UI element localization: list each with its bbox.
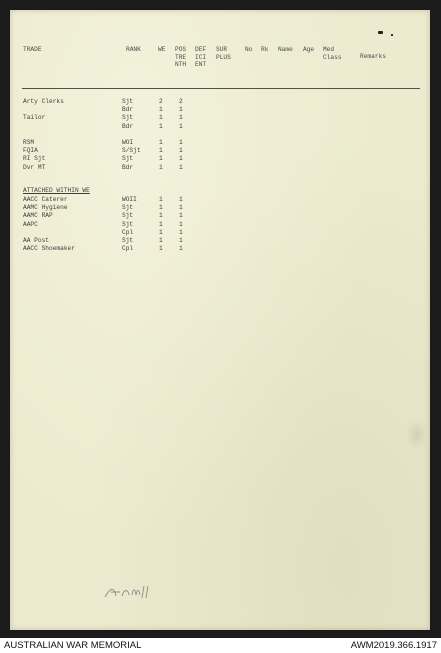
col-header-trade: TRADE	[23, 46, 42, 53]
trade-cell: AAPC	[23, 220, 38, 228]
rank-cell: Sjt	[122, 212, 134, 220]
trade-cell: Tailor	[23, 114, 46, 122]
we-cell: 1	[159, 114, 163, 122]
footer-institution: AUSTRALIAN WAR MEMORIAL	[4, 640, 142, 651]
posn-cell: 1	[179, 155, 183, 163]
rank-cell: Cpl	[122, 228, 134, 236]
we-cell: 1	[159, 196, 163, 203]
ink-dot	[391, 34, 393, 36]
posn-cell: 2	[179, 98, 183, 105]
table-row	[10, 221, 430, 229]
rank-cell: S/Sjt	[122, 147, 141, 155]
table-row	[10, 147, 430, 155]
posn-cell: 1	[179, 228, 183, 236]
rank-cell: Bdr	[122, 106, 134, 114]
trade-cell: FQIA	[23, 147, 38, 155]
we-cell: 1	[159, 220, 163, 228]
we-cell: 1	[159, 245, 163, 253]
footer-bar	[0, 638, 441, 653]
table-row	[10, 245, 430, 253]
we-cell: 1	[159, 147, 163, 155]
rank-cell: WOII	[122, 196, 137, 203]
rank-cell: Sjt	[122, 114, 134, 122]
table-row	[10, 196, 430, 204]
handwritten-signature	[102, 580, 162, 604]
trade-cell: AAMC Hygiene	[23, 204, 68, 212]
trade-cell: RI Sjt	[23, 155, 46, 163]
rank-cell: Bdr	[122, 122, 134, 130]
paper-stain	[406, 420, 428, 450]
col-header-def: DEF ICI ENT	[195, 46, 207, 68]
we-cell: 1	[159, 155, 163, 163]
table-row	[10, 98, 430, 106]
trade-cell: AACC Shoemaker	[23, 245, 75, 253]
rank-cell: Sjt	[122, 237, 134, 244]
col-header-remarks: Remarks	[360, 53, 386, 60]
rank-cell: WOI	[122, 139, 134, 146]
trade-cell: AA Post	[23, 237, 49, 244]
we-cell: 1	[159, 106, 163, 114]
posn-cell: 1	[179, 212, 183, 220]
table-row	[10, 229, 430, 237]
we-cell: 1	[159, 204, 163, 212]
we-cell: 1	[159, 228, 163, 236]
table-row	[10, 212, 430, 220]
posn-cell: 1	[179, 245, 183, 253]
we-cell: 2	[159, 98, 163, 105]
posn-cell: 1	[179, 163, 183, 171]
rank-cell: Sjt	[122, 204, 134, 212]
rank-cell: Sjt	[122, 98, 134, 105]
posn-cell: 1	[179, 139, 183, 146]
rank-cell: Sjt	[122, 220, 134, 228]
posn-cell: 1	[179, 147, 183, 155]
posn-cell: 1	[179, 204, 183, 212]
table-row	[10, 204, 430, 212]
posn-cell: 1	[179, 237, 183, 244]
col-header-pos: POS TRE NTH	[175, 46, 187, 68]
we-cell: 1	[159, 237, 163, 244]
col-header-no: No	[245, 46, 253, 53]
table-row	[10, 237, 430, 245]
col-header-name: Name	[278, 46, 293, 53]
rank-cell: Cpl	[122, 245, 134, 253]
table-row	[10, 114, 430, 122]
attached-section-heading: ATTACHED WITHIN WE	[23, 187, 90, 194]
col-header-rank: RANK	[126, 46, 141, 53]
posn-cell: 1	[179, 220, 183, 228]
rank-cell: Sjt	[122, 155, 134, 163]
we-cell: 1	[159, 163, 163, 171]
trade-cell: Dvr MT	[23, 163, 46, 171]
rank-cell: Bdr	[122, 163, 134, 171]
posn-cell: 1	[179, 106, 183, 114]
table-row	[10, 106, 430, 114]
posn-cell: 1	[179, 122, 183, 130]
table-row	[10, 164, 430, 172]
trade-cell: AACC Caterer	[23, 196, 68, 203]
we-cell: 1	[159, 139, 163, 146]
table-row	[10, 139, 430, 147]
table-row	[10, 123, 430, 131]
staple-mark	[378, 31, 383, 34]
footer-catalog-number: AWM2019.366.1917	[350, 640, 437, 651]
document-sheet	[10, 10, 430, 630]
col-header-sur: SUR PLUS	[216, 46, 231, 61]
col-header-age: Age	[303, 46, 315, 53]
header-rule	[22, 88, 420, 89]
col-header-we: WE	[158, 46, 166, 53]
posn-cell: 1	[179, 196, 183, 203]
we-cell: 1	[159, 122, 163, 130]
trade-cell: RSM	[23, 139, 35, 146]
col-header-med: Med Class	[323, 46, 342, 61]
col-header-rk: Rk	[261, 46, 269, 53]
we-cell: 1	[159, 212, 163, 220]
trade-cell: Arty Clerks	[23, 98, 64, 105]
table-row	[10, 155, 430, 163]
table-row	[10, 131, 430, 139]
posn-cell: 1	[179, 114, 183, 122]
trade-cell: AAMC RAP	[23, 212, 53, 220]
